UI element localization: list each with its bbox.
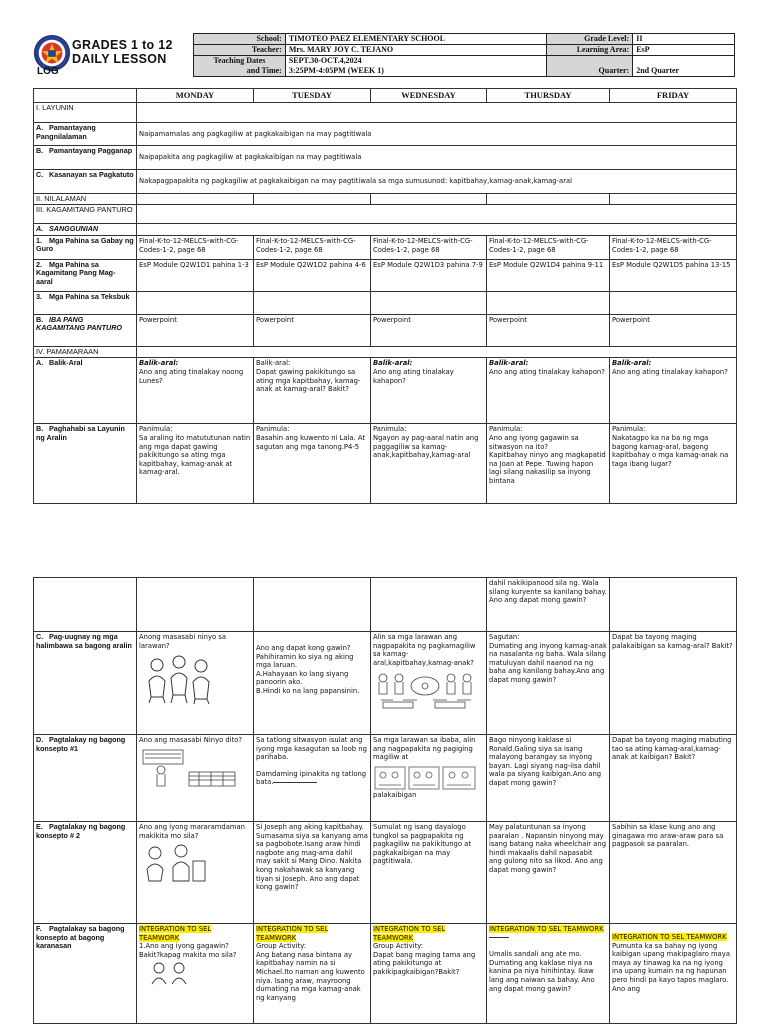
label-gabay-ng-guro [34, 235, 137, 259]
integration-badge-fri [612, 933, 734, 942]
label-sanggunian-num: A. [36, 224, 44, 234]
section-pamamaraan: IV. PAMAMARAAN [34, 346, 137, 357]
label-c-text: Kasanayan sa Pagkatuto [49, 170, 134, 179]
learning-area-label: Learning Area: [547, 45, 633, 56]
label-r2-text: Mga Pahina sa Kagamitang Pang Mag- aaral [36, 259, 116, 286]
teacher-value: Mrs. MARY JOY C. TEJANO [285, 45, 547, 56]
konsepto-1-fri: Dapat ba tayong maging mabuting tao sa ating kamag-aral,kamag-anak at kaibigan? Bakit? [610, 735, 737, 822]
label-pamantayang-pagganap [34, 146, 137, 170]
balik-aral-tue [254, 358, 371, 424]
iba-pang-fri: Powerpoint [610, 314, 737, 346]
cont-thu: dahil nakikipanood sila ng. Wala silang kuryente sa kanilang bahay. Ano ang dapat mong gawin? [487, 578, 610, 632]
layunin-blank [137, 103, 737, 123]
label-pamantayang-pangnilalaman [34, 123, 137, 146]
label-b-text: Pamantayang Pagganap [49, 146, 133, 155]
document-title [72, 38, 173, 66]
label-pag-uugnay [34, 632, 137, 735]
label-balik-num: A. [36, 358, 44, 368]
konsepto-2-mon-text: Ano ang iyong mararamdaman makikita mo sila? [139, 823, 245, 840]
pag-uugnay-wed-text: Alin sa mga larawan ang nagpapakita ng pagkamagiliw sa kamag-aral,kapitbahay,kamag-anak? [373, 633, 476, 667]
day-header-tuesday: TUESDAY [254, 89, 371, 103]
konsepto-2-mon [137, 822, 254, 924]
gabay-fri: Final-K-to-12-MELCS-with-CG-Codes-1-2, page 68 [610, 235, 737, 259]
label-bagong-karanasan-num: F. [36, 924, 42, 933]
konsepto-1-thu: Bago ninyong kaklase si Ronald.Galing siya sa isang malayong barangay sa inyong bayan. Lagi siyang nag-iisa dahil wala pa siyang kaibigan.Ano ang dapat mong gawin? [487, 735, 610, 822]
pag-uugnay-wed [371, 632, 487, 735]
picture-choices-illustration [373, 765, 477, 791]
label-r3-num: 3. [36, 291, 42, 301]
balik-aral-mon-head: Balik-aral: [139, 359, 179, 368]
kasanayan-text: Nakapagpapakita ng pagkagiliw at pagkakaibigan na may pagtitiwala sa mga sumusunod: kapitbahay,kamag-anak,kamag-aral [137, 170, 737, 194]
cont-wed [371, 578, 487, 632]
lesson-grid-page1 [33, 88, 737, 504]
school-value: TIMOTEO PAEZ ELEMENTARY SCHOOL [285, 34, 547, 45]
grade-value: II [633, 34, 735, 45]
teaching-dates-label [194, 56, 286, 77]
label-r2-num: 2. [36, 259, 42, 269]
iba-pang-mon: Powerpoint [137, 314, 254, 346]
title-line-3: LOG [37, 66, 59, 77]
iba-pang-tue: Powerpoint [254, 314, 371, 346]
integration-badge-mon-text: INTEGRATION TO SEL TEAMWORK [139, 925, 212, 942]
corner-cell [34, 89, 137, 103]
integration-badge-mon [139, 925, 251, 942]
answer-blank-line [273, 781, 317, 783]
teaching-dates-label-line1: Teaching Dates [213, 56, 266, 65]
balik-aral-fri-head: Balik-aral: [612, 359, 652, 368]
nilalaman-fri [610, 194, 737, 205]
balik-aral-wed [371, 358, 487, 424]
label-a-text: Pamantayang Pangnilalaman [36, 123, 96, 141]
section-kagamitan: III. KAGAMITANG PANTURO [34, 205, 137, 224]
karanasan-fri-text: Pumunta ka sa bahay ng iyong kaibigan upang makipaglaro maya maya ay tinawag ka na ng iyong ina upang kumain na ng hapunan pero hindi pa kayo tapos maglaro. Ano ang [612, 941, 730, 993]
label-balik-text: Balik-Aral [49, 358, 83, 368]
paghahabi-thu: Panimula: Ano ang iyong gagawin sa sitwasyon na ito? Kapitbahay ninyo ang magkapatid na Joan at Pepe. Tuwing hapon lagi silang nakasilip sa inyong bintana [487, 424, 610, 504]
integration-badge-fri-text: INTEGRATION TO SEL TEAMWORK [612, 933, 727, 941]
konsepto-1-tue [254, 735, 371, 822]
konsepto-1-wed [371, 735, 487, 822]
integration-badge-wed-text: INTEGRATION TO SEL TEAMWORK [373, 925, 446, 942]
teksbuk-fri [610, 291, 737, 314]
title-line-2: DAILY LESSON [72, 52, 167, 66]
children-playing-illustration [139, 962, 199, 986]
cont-fri [610, 578, 737, 632]
label-r3-text: Mga Pahina sa Teksbuk [49, 291, 130, 301]
teaching-dates-value-line1: SEPT.30-OCT.4,2024 [288, 56, 362, 65]
karanasan-thu [487, 924, 610, 1024]
gabay-tue: Final-K-to-12-MELCS-with-CG-Codes-1-2, page 68 [254, 235, 371, 259]
label-pagha-num: B. [36, 424, 44, 434]
day-header-friday: FRIDAY [610, 89, 737, 103]
pangnilalaman-text: Naipamamalas ang pagkagiliw at pagkakaibigan na may pagtitiwala [137, 123, 737, 146]
lesson-grid-page2 [33, 577, 737, 1024]
day-header-wednesday: WEDNESDAY [371, 89, 487, 103]
teaching-dates-label-line2: and Time: [246, 66, 282, 75]
nilalaman-tue [254, 194, 371, 205]
module-fri: EsP Module Q2W1D5 pahina 13-15 [610, 259, 737, 291]
label-konsepto-1-text: Pagtalakay ng bagong konsepto #1 [36, 735, 126, 753]
label-pag-uugnay-num: C. [36, 632, 44, 641]
title-line-1: GRADES 1 to 12 [72, 38, 173, 52]
balik-aral-tue-head: Balik-aral: [256, 359, 291, 368]
karanasan-mon [137, 924, 254, 1024]
konsepto-1-tue-extra [256, 770, 368, 787]
label-kasanayan [34, 170, 137, 194]
karanasan-wed-text: Group Activity: Dapat bang maging tama ang ating pakikitungo at pakikipagkaibigan?Bakit? [373, 942, 476, 976]
label-a-num: A. [36, 123, 44, 132]
konsepto-2-tue: Si Joseph ang aking kapitbahay. Sumasama siya sa kanyang ama sa pagbobote.Isang araw hindi nagbote ang mag-ama dahil may sakit si Mang Dino. Nakita kong nakahawak sa kanyang tiyan si Joseph. Ano ang dapat kong gawin? [254, 822, 371, 924]
label-pag-uugnay-text: Pag-uugnay ng mga halimbawa sa bagong aralin [36, 632, 132, 650]
label-paghahabi [34, 424, 137, 504]
label-bagong-karanasan-text: Pagtalakay sa bagong konsepto at bagong karanasan [36, 924, 125, 950]
integration-badge-tue-text: INTEGRATION TO SEL TEAMWORK [256, 925, 329, 942]
teksbuk-wed [371, 291, 487, 314]
label-konsepto-1 [34, 735, 137, 822]
pag-uugnay-fri: Dapat ba tayong maging palakaibigan sa kamag-aral? Bakit? [610, 632, 737, 735]
pag-uugnay-mon-text: Anong masasabi ninyo sa larawan? [139, 633, 227, 650]
module-mon: EsP Module Q2W1D1 pahina 1-3 [137, 259, 254, 291]
quarter-label [547, 56, 633, 77]
konsepto-1-wed-text: Sa mga larawan sa ibaba, alin ang nagpapakita ng pagiging magiliw at [373, 736, 476, 762]
balik-aral-mon-body: Ano ang ating tinalakay noong Lunes? [139, 367, 244, 385]
karanasan-tue-text: Group Activity: Ang batang nasa bintana ay kapitbahay namin na si Michael.Ito naman ang kuwento niya. Isang araw, mayroong dumating na mga kamag-anak ng kanyang [256, 942, 365, 1002]
pag-uugnay-mon [137, 632, 254, 735]
module-thu: EsP Module Q2W1D4 pahina 9-11 [487, 259, 610, 291]
quarter-value-text: 2nd Quarter [636, 66, 680, 75]
cont-label [34, 578, 137, 632]
friendship-pictures-illustration [373, 670, 477, 710]
module-tue: EsP Module Q2W1D2 pahina 4-6 [254, 259, 371, 291]
day-header-thursday: THURSDAY [487, 89, 610, 103]
integration-badge-thu-text: INTEGRATION TO SEL TEAMWORK [489, 925, 604, 933]
pag-uugnay-thu: Sagutan: Dumating ang inyong kamag-anak na nasalanta ng baha. Wala silang matuluyan dahil naanod na ng baha ang kanilang bahay.Ano ang dapat mong gawin? [487, 632, 610, 735]
karanasan-mon-text: 1.Ano ang iyong gagawin? Bakit?kapag makita mo sila? [139, 942, 237, 959]
iba-pang-thu: Powerpoint [487, 314, 610, 346]
teaching-dates-value-line2: 3:25PM-4:05PM (WEEK 1) [288, 66, 384, 75]
label-konsepto-2 [34, 822, 137, 924]
section-nilalaman: II. NILALAMAN [34, 194, 137, 205]
gabay-wed: Final-K-to-12-MELCS-with-CG-Codes-1-2, page 68 [371, 235, 487, 259]
teksbuk-mon [137, 291, 254, 314]
module-wed: EsP Module Q2W1D3 pahina 7-9 [371, 259, 487, 291]
balik-aral-thu-body: Ano ang ating tinalakay kahapon? [489, 367, 605, 376]
integration-badge-wed [373, 925, 484, 942]
quarter-value [633, 56, 735, 77]
karanasan-wed [371, 924, 487, 1024]
balik-aral-wed-body: Ano ang ating tinalakay kahapon? [373, 367, 454, 385]
paghahabi-mon: Panimula: Sa araling ito matututunan natin ang mga dapat gawing pakikitungo sa ating mga kapitbahay, kamag-anak at kamag-aral. [137, 424, 254, 504]
paghahabi-tue: Panimula: Basahin ang kuwento ni Lala. At sagutan ang mga tanong.P4-5 [254, 424, 371, 504]
label-konsepto-1-num: D. [36, 735, 44, 744]
konsepto-1-mon [137, 735, 254, 822]
label-balik-aral [34, 358, 137, 424]
grade-label: Grade Level: [547, 34, 633, 45]
konsepto-1-mon-text: Ano ang masasabi Ninyo dito? [139, 736, 243, 744]
konsepto-2-fri: Sabihin sa klase kung ano ang ginagawa mo araw-araw para sa pagpasok sa paaralan. [610, 822, 737, 924]
karanasan-thu-text: Umalis sandali ang ate mo. Dumating ang kaklase niya na kanina pa niya hinihintay. Ikaw lang ang naiwan sa bahay. Ano ang dapat mong gawin? [489, 950, 595, 993]
quarter-label-text: Quarter: [598, 66, 630, 75]
label-r4-num: B. [36, 314, 44, 324]
teaching-dates-value [285, 56, 547, 77]
balik-aral-fri [610, 358, 737, 424]
balik-aral-thu [487, 358, 610, 424]
paghahabi-wed: Panimula: Ngayon ay pag-aaral natin ang paggagiliw sa kamag-anak,kapitbahay,kamag-aral [371, 424, 487, 504]
label-sanggunian [34, 224, 137, 236]
label-kagamitang-pang-mag-aaral [34, 259, 137, 291]
paghahabi-fri: Panimula: Nakatagpo ka na ba ng mga bagong kamag-aral, bagong kapitbahay o mga kamag-anak na taga ibang lugar? [610, 424, 737, 504]
label-r4-text: IBA PANG KAGAMITANG PANTURO [36, 314, 122, 333]
label-konsepto-2-text: Pagtalakay ng bagong konsepto # 2 [36, 822, 126, 840]
konsepto-2-wed: Sumulat ng isang dayalogo tungkol sa pagpapakita ng pagkagiliw na pakikitungo at pagkakaibigan na may pagtitiwala. [371, 822, 487, 924]
konsepto-1-tue-extra-text: Damdaming ipinakita ng tatlong bata. [256, 769, 367, 787]
cont-mon [137, 578, 254, 632]
school-label: School: [194, 34, 286, 45]
label-iba-pang-kagamitan [34, 314, 137, 346]
label-b-num: B. [36, 146, 44, 155]
label-teksbuk [34, 291, 137, 314]
label-sanggunian-text: SANGGUNIAN [49, 224, 99, 234]
children-group-illustration [139, 653, 219, 705]
label-c-num: C. [36, 170, 44, 179]
balik-aral-wed-head: Balik-aral: [373, 359, 413, 368]
konsepto-2-thu: May palatuntunan sa inyong paaralan . Napansin ninyong may isang batang naka wheelchair ang hindi makaalis dahil napasabit ang gulong nito sa likod. Ano ang dapat mong gawin? [487, 822, 610, 924]
kagamitan-blank [137, 205, 737, 224]
label-pagha-text: Paghahabi sa Layunin ng Aralin [36, 424, 125, 442]
label-konsepto-2-num: E. [36, 822, 43, 831]
sanggunian-blank [137, 224, 737, 236]
classroom-scene-illustration [139, 748, 239, 790]
cont-tue [254, 578, 371, 632]
label-bagong-karanasan [34, 924, 137, 1024]
integration-badge-thu [489, 925, 607, 942]
konsepto-1-wed-extra: palakaibigan [373, 790, 417, 799]
integration-badge-tue [256, 925, 368, 942]
nilalaman-wed [371, 194, 487, 205]
pamamaraan-blank [137, 346, 737, 357]
teksbuk-thu [487, 291, 610, 314]
teacher-label: Teacher: [194, 45, 286, 56]
info-table [193, 33, 735, 77]
family-illustration [139, 843, 209, 883]
balik-aral-tue-body: Dapat gawing pakikitungo sa ating mga kapitbahay, kamag- anak at kamag-aral? Bakit? [256, 367, 361, 394]
gabay-mon: Final-K-to-12-MELCS-with-CG-Codes-1-2, page 68 [137, 235, 254, 259]
karanasan-tue [254, 924, 371, 1024]
label-r1-num: 1. [36, 235, 42, 245]
balik-aral-fri-body: Ano ang ating tinalakay kahapon? [612, 367, 728, 376]
konsepto-1-tue-text: Sa tatlong sitwasyon isulat ang iyong mga kasagutan sa loob ng parihaba. [256, 736, 367, 762]
balik-aral-thu-head: Balik-aral: [489, 359, 529, 368]
pagganap-text: Naipapakita ang pagkagiliw at pagkakaibigan na may pagtitiwala [137, 146, 737, 170]
iba-pang-wed: Powerpoint [371, 314, 487, 346]
pag-uugnay-tue: Ano ang dapat kong gawin? Pahihiramin ko siya ng aking mga laruan. A.Hahayaan ko lang siyang panoorin ako. B.Hindi ko na lang papansinin. [254, 632, 371, 735]
nilalaman-thu [487, 194, 610, 205]
karanasan-fri [610, 924, 737, 1024]
underline-mark [489, 936, 509, 938]
section-layunin: I. LAYUNIN [34, 103, 137, 123]
learning-area-value: EsP [633, 45, 735, 56]
gabay-thu: Final-K-to-12-MELCS-with-CG-Codes-1-2, page 68 [487, 235, 610, 259]
teksbuk-tue [254, 291, 371, 314]
day-header-monday: MONDAY [137, 89, 254, 103]
balik-aral-mon [137, 358, 254, 424]
label-r1-text: Mga Pahina sa Gabay ng Guro [36, 235, 134, 254]
nilalaman-mon [137, 194, 254, 205]
